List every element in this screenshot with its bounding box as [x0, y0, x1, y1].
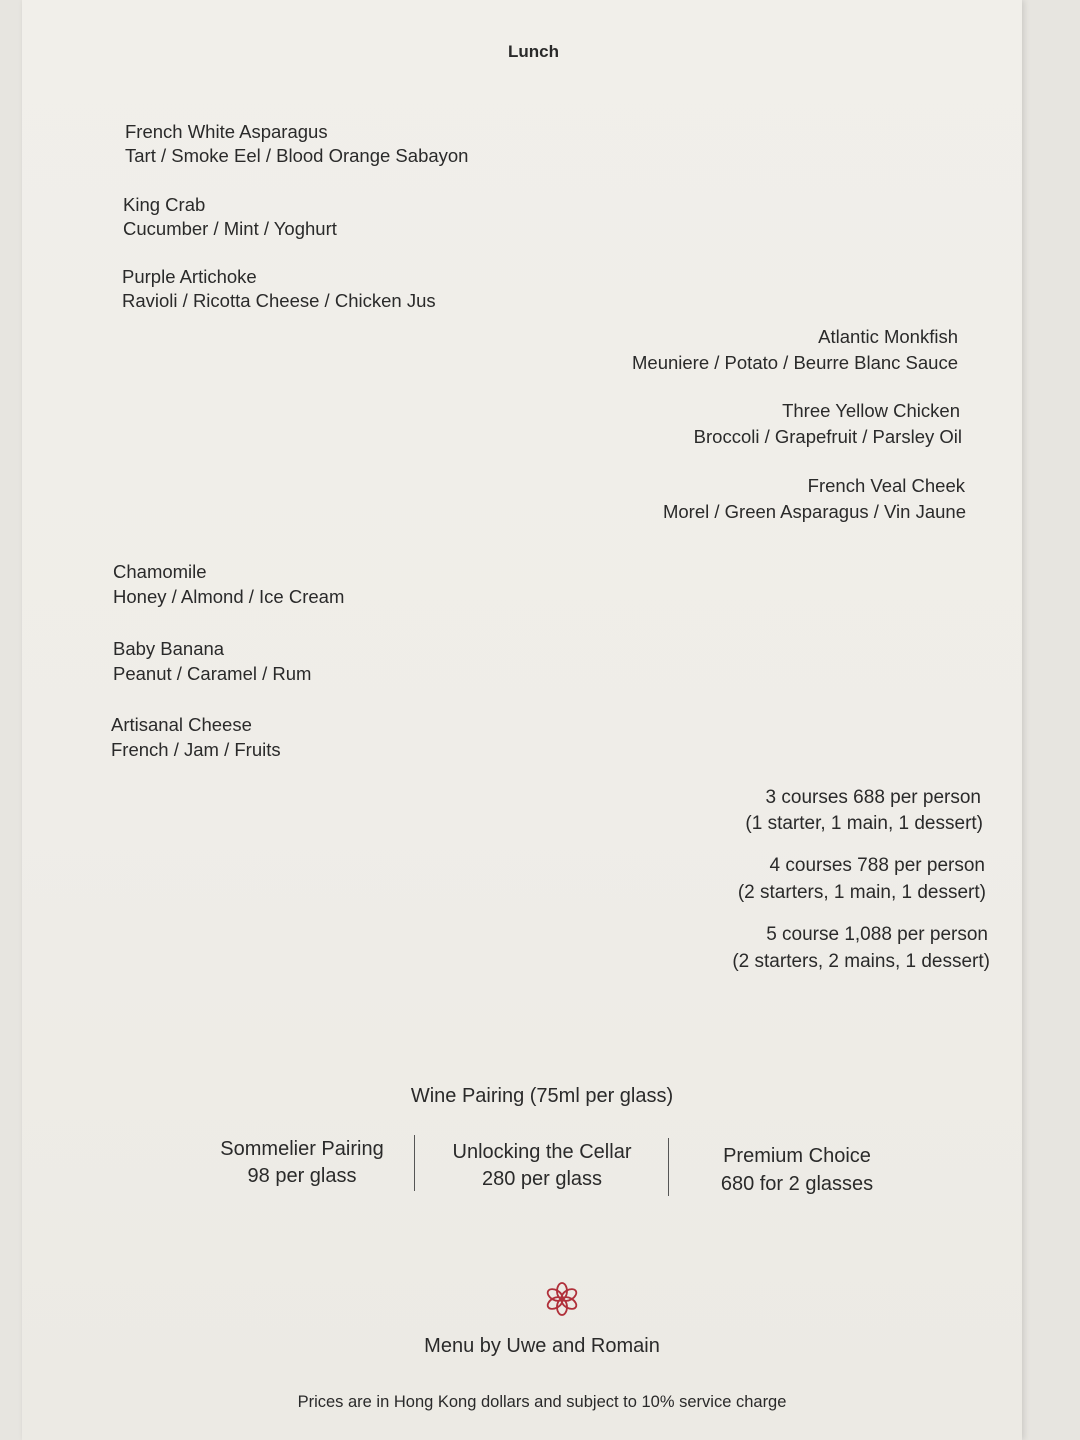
main-1-name: Atlantic Monkfish: [818, 326, 958, 347]
wine-option-3-name: Premium Choice: [723, 1145, 871, 1167]
menu-sheet: [22, 0, 1022, 1440]
main-2-name: Three Yellow Chicken: [782, 400, 960, 421]
starter-1-desc: Tart / Smoke Eel / Blood Orange Sabayon: [125, 145, 469, 166]
wine-divider-1: [414, 1135, 415, 1191]
main-1-desc: Meuniere / Potato / Beurre Blanc Sauce: [632, 352, 958, 373]
price-3-courses: 3 courses 688 per person: [765, 787, 981, 808]
menu-title: Lunch: [508, 42, 559, 61]
wine-option-1-price: 98 per glass: [247, 1165, 357, 1187]
main-3-name: French Veal Cheek: [807, 475, 965, 496]
wine-divider-2: [668, 1138, 669, 1196]
price-4-courses-detail: (2 starters, 1 main, 1 dessert): [737, 882, 986, 903]
starter-2-name: King Crab: [123, 194, 206, 215]
starter-3-desc: Ravioli / Ricotta Cheese / Chicken Jus: [122, 290, 436, 311]
wine-option-3-price: 680 for 2 glasses: [720, 1173, 874, 1195]
dessert-1-desc: Honey / Almond / Ice Cream: [113, 586, 345, 607]
dessert-3-desc: French / Jam / Fruits: [111, 739, 281, 760]
dessert-2-name: Baby Banana: [113, 638, 225, 659]
wine-option-1-name: Sommelier Pairing: [220, 1138, 384, 1160]
dessert-2-desc: Peanut / Caramel / Rum: [113, 663, 312, 684]
starter-1-name: French White Asparagus: [125, 121, 328, 142]
starter-2-desc: Cucumber / Mint / Yoghurt: [123, 218, 337, 239]
price-5-courses: 5 course 1,088 per person: [766, 924, 988, 945]
dessert-1-name: Chamomile: [113, 561, 207, 582]
price-4-courses: 4 courses 788 per person: [769, 855, 985, 876]
main-3-desc: Morel / Green Asparagus / Vin Jaune: [662, 501, 966, 522]
wine-option-2-name: Unlocking the Cellar: [452, 1141, 632, 1163]
price-5-courses-detail: (2 starters, 2 mains, 1 dessert): [732, 951, 990, 972]
price-footnote: Prices are in Hong Kong dollars and subject to 10% service charge: [297, 1393, 787, 1411]
wine-heading: Wine Pairing (75ml per glass): [410, 1085, 674, 1107]
michelin-star-icon: [545, 1282, 579, 1316]
main-2-desc: Broccoli / Grapefruit / Parsley Oil: [693, 426, 962, 447]
menu-credit: Menu by Uwe and Romain: [424, 1335, 660, 1357]
dessert-3-name: Artisanal Cheese: [111, 714, 252, 735]
starter-3-name: Purple Artichoke: [122, 266, 257, 287]
price-3-courses-detail: (1 starter, 1 main, 1 dessert): [745, 813, 983, 834]
wine-option-2-price: 280 per glass: [481, 1168, 603, 1190]
